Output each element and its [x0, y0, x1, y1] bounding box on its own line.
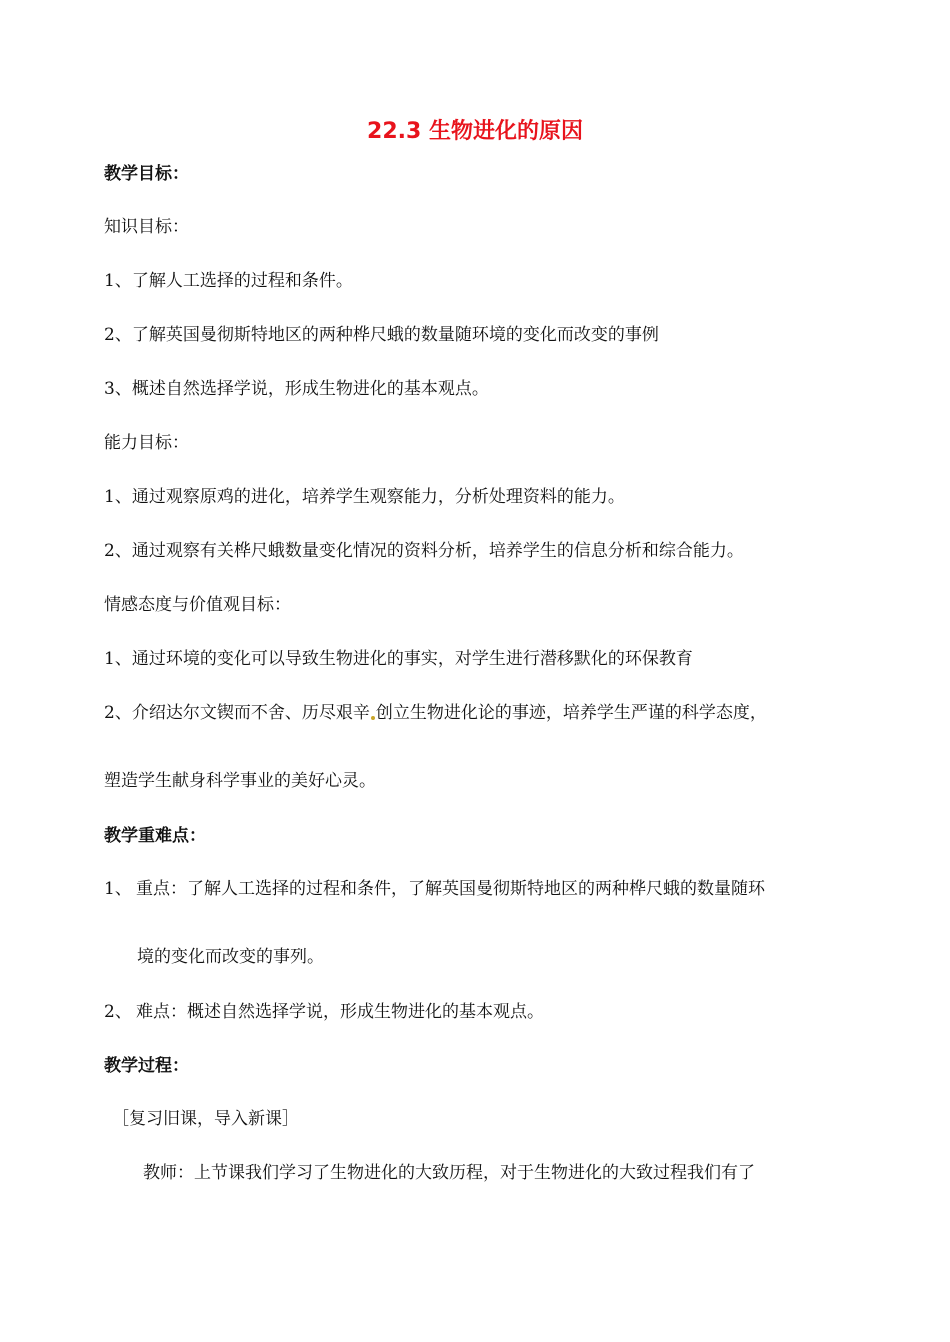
knowledge-item-2: 2、了解英国曼彻斯特地区的两种桦尺蛾的数量随环境的变化而改变的事例	[104, 325, 659, 345]
page-title: 22.3 生物进化的原因	[367, 119, 583, 144]
key-point-2-text: 难点：概述自然选择学说，形成生物进化的基本观点。	[136, 1002, 544, 1022]
key-point-1-continuation: 境的变化而改变的事列。	[137, 947, 324, 967]
ability-heading: 能力目标：	[104, 433, 189, 453]
process-section-label: ［复习旧课，导入新课］	[112, 1109, 299, 1129]
emotion-item-1: 1、通过环境的变化可以导致生物进化的事实，对学生进行潜移默化的环保教育	[104, 649, 693, 669]
knowledge-item-1: 1、了解人工选择的过程和条件。	[104, 271, 353, 291]
key-point-1	[104, 877, 765, 901]
emotion-heading: 情感态度与价值观目标：	[104, 595, 291, 615]
stray-dot-mark	[371, 716, 375, 720]
knowledge-item-3: 3、概述自然选择学说，形成生物进化的基本观点。	[104, 379, 489, 399]
key-point-1-number: 1、	[104, 879, 132, 899]
emotion-item-2-continuation: 塑造学生献身科学事业的美好心灵。	[104, 771, 376, 791]
knowledge-heading: 知识目标：	[104, 217, 189, 237]
process-heading: 教学过程：	[104, 1056, 189, 1076]
emotion-item-2-part2: 创立生物进化论的事迹，培养学生严谨的科学态度，	[375, 703, 767, 723]
key-point-2	[104, 1000, 544, 1024]
objectives-heading: 教学目标：	[104, 164, 189, 184]
emotion-item-2	[104, 701, 767, 725]
process-paragraph: 教师：上节课我们学习了生物进化的大致历程，对于生物进化的大致过程我们有了	[143, 1163, 755, 1183]
key-points-heading: 教学重难点：	[104, 826, 206, 846]
key-point-1-text: 重点：了解人工选择的过程和条件，了解英国曼彻斯特地区的两种桦尺蛾的数量随环	[136, 879, 765, 899]
emotion-item-2-part1: 2、介绍达尔文锲而不舍、历尽艰辛	[104, 703, 370, 723]
key-point-2-number: 2、	[104, 1002, 132, 1022]
ability-item-2: 2、通过观察有关桦尺蛾数量变化情况的资料分析，培养学生的信息分析和综合能力。	[104, 541, 744, 561]
ability-item-1: 1、通过观察原鸡的进化，培养学生观察能力，分析处理资料的能力。	[104, 487, 625, 507]
